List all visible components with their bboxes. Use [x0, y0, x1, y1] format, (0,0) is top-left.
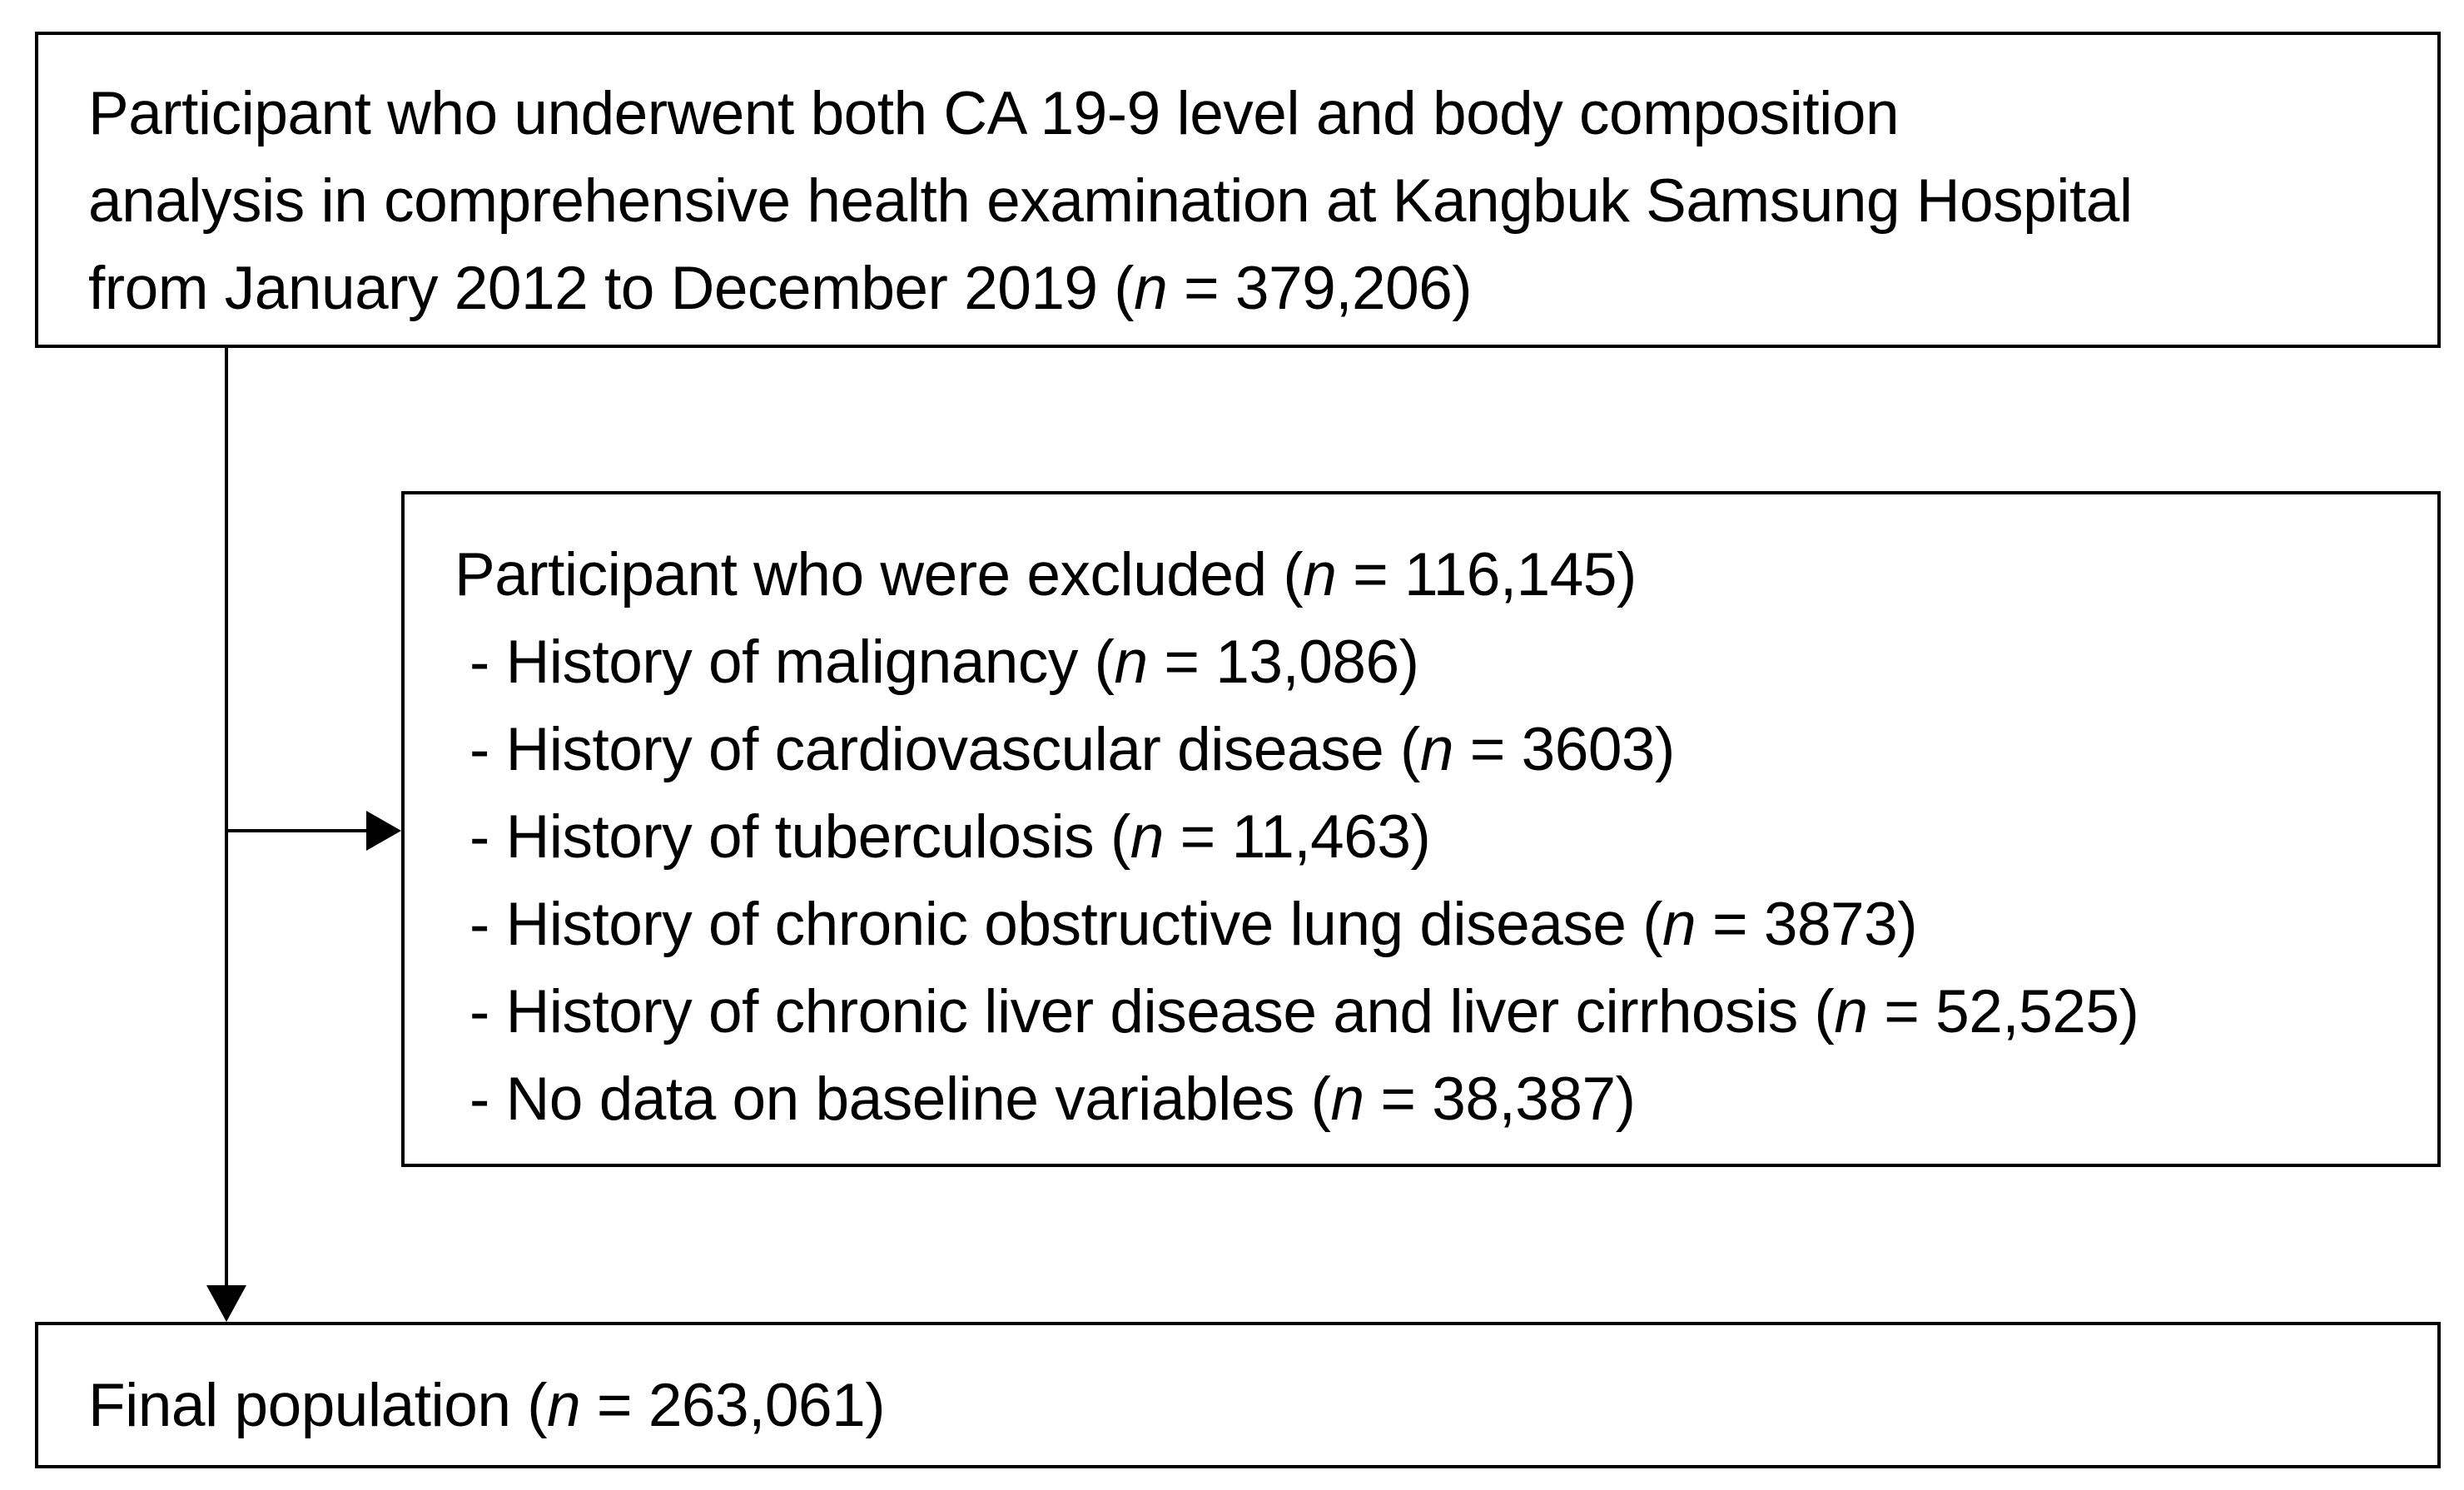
eligible-count: = 379,206) [1167, 255, 1473, 322]
exclusion-item-malignancy [455, 618, 2437, 706]
final-population-count: = 263,061) [580, 1372, 886, 1439]
n-symbol: n [1419, 716, 1453, 783]
n-symbol: n [1134, 255, 1168, 322]
exclusion-item-missing-data [455, 1055, 2437, 1143]
exclusion-item-label: - No data on baseline variables ( [469, 1065, 1331, 1133]
exclusion-item-count: = 52,525) [1867, 978, 2139, 1045]
exclusion-item-liver-disease [455, 968, 2437, 1055]
final-population-text [88, 1362, 2437, 1449]
eligible-line-2: analysis in comprehensive health examination at Kangbuk Samsung Hospital [88, 167, 2133, 235]
n-symbol: n [1130, 803, 1164, 871]
final-population-box [35, 1322, 2441, 1468]
exclusion-item-label: - History of cardiovascular disease ( [469, 716, 1420, 783]
exclusion-item-copd [455, 881, 2437, 968]
excluded-count: = 116,145) [1336, 541, 1637, 608]
excluded-participants-box [401, 491, 2441, 1167]
down-arrowhead [206, 1285, 246, 1322]
exclusion-item-label: - History of tuberculosis ( [469, 803, 1130, 871]
excluded-header-prefix: Participant who were excluded ( [455, 541, 1304, 608]
exclusion-item-count: = 3873) [1696, 891, 1918, 958]
n-symbol: n [1330, 1065, 1364, 1133]
exclusion-item-tuberculosis [455, 793, 2437, 881]
right-arrowhead [366, 811, 401, 851]
eligible-line-1: Participant who underwent both CA 19-9 level and body composition [88, 80, 1900, 147]
exclusion-item-count: = 13,086) [1147, 628, 1419, 696]
eligible-line-3-prefix: from January 2012 to December 2019 ( [88, 255, 1135, 322]
exclusion-item-count: = 3603) [1453, 716, 1675, 783]
n-symbol: n [547, 1372, 581, 1439]
eligible-participants-box [35, 32, 2441, 348]
exclusion-item-label: - History of malignancy ( [469, 628, 1115, 696]
exclusion-item-cardiovascular [455, 706, 2437, 793]
n-symbol: n [1114, 628, 1148, 696]
exclusion-item-label: - History of chronic liver disease and liver cirrhosis ( [469, 978, 1835, 1045]
n-symbol: n [1662, 891, 1696, 958]
exclusion-item-label: - History of chronic obstructive lung disease ( [469, 891, 1663, 958]
eligible-line-3 [88, 245, 2437, 332]
excluded-header [455, 531, 2437, 618]
exclusion-item-count: = 11,463) [1163, 803, 1431, 871]
final-population-prefix: Final population ( [88, 1372, 548, 1439]
n-symbol: n [1834, 978, 1868, 1045]
exclusion-item-count: = 38,387) [1364, 1065, 1636, 1133]
n-symbol: n [1303, 541, 1337, 608]
